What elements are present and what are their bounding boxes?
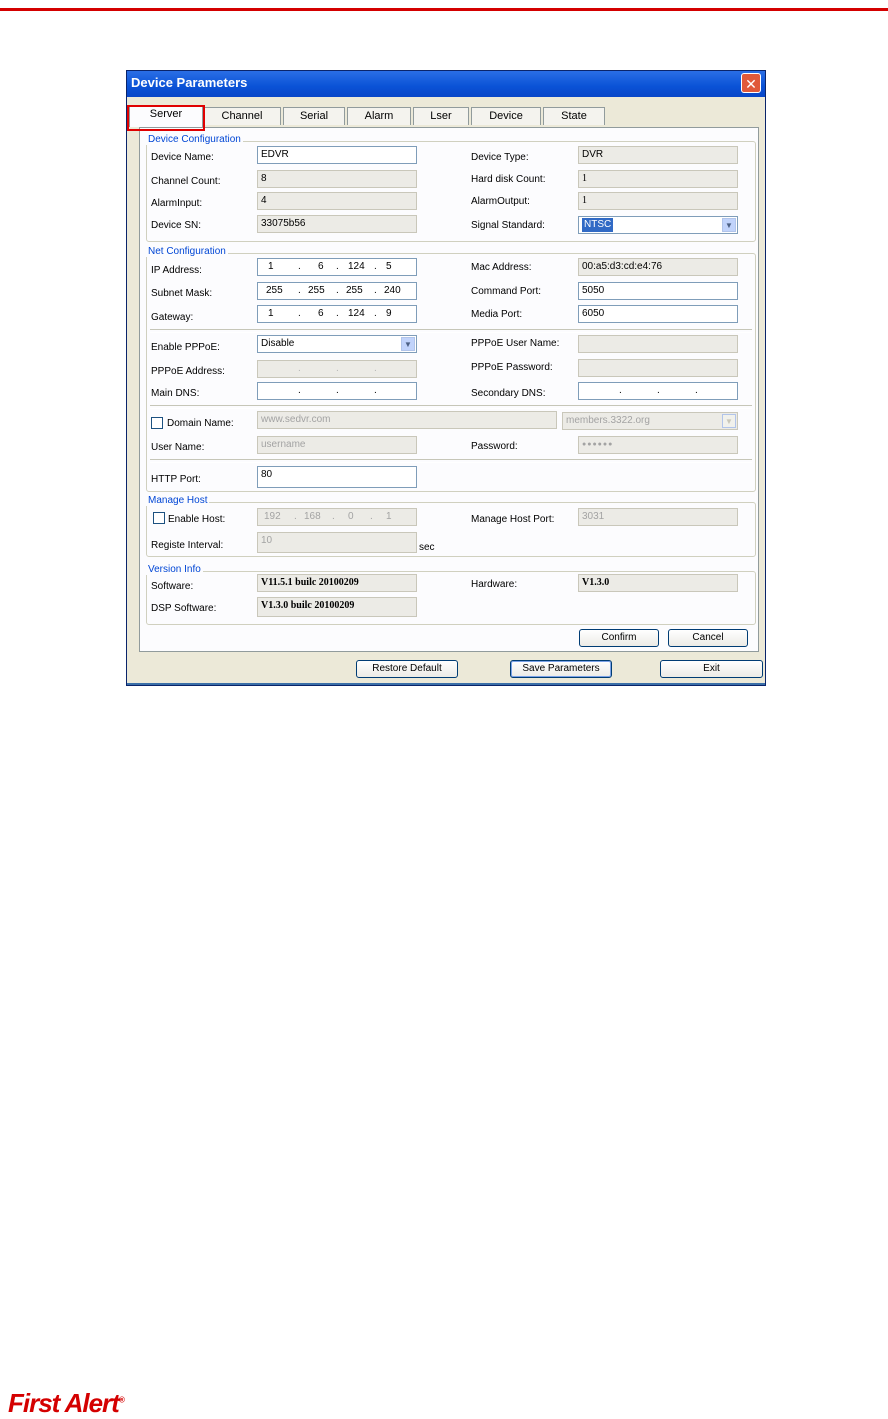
tab-channel[interactable]: Channel (203, 107, 281, 125)
http-port-input[interactable]: 80 (257, 466, 417, 488)
page-top-rule (0, 8, 888, 11)
media-port-label: Media Port: (471, 309, 523, 320)
logo-text: First Alert (8, 1388, 119, 1418)
register-interval-label: Registe Interval: (151, 540, 224, 551)
dsp-software-label: DSP Software: (151, 603, 217, 614)
pppoe-select[interactable] (257, 335, 417, 353)
secondary-dns-input[interactable]: . . . (578, 382, 738, 400)
restore-default-button[interactable]: Restore Default (356, 660, 458, 678)
user-name-label: User Name: (151, 442, 205, 453)
channel-count-field: 8 (257, 170, 417, 188)
chevron-down-icon[interactable]: ▼ (401, 337, 415, 351)
manage-host-port-label: Manage Host Port: (471, 514, 555, 525)
signal-standard-value: NTSC (584, 219, 612, 230)
domain-checkbox[interactable] (151, 417, 163, 429)
register-interval-input[interactable]: 10 (257, 532, 417, 553)
version-info-heading: Version Info (148, 564, 201, 575)
device-name-label: Device Name: (151, 152, 214, 163)
exit-button[interactable]: Exit (660, 660, 763, 678)
gateway-octet: 6 (318, 308, 324, 319)
subnet-octet: 255 (266, 285, 283, 296)
gateway-octet: 9 (386, 308, 392, 319)
manage-host-port-input[interactable]: 3031 (578, 508, 738, 526)
pppoe-password-label: PPPoE Password: (471, 362, 553, 373)
http-port-label: HTTP Port: (151, 474, 201, 485)
user-name-input[interactable]: username (257, 436, 417, 454)
chevron-down-icon[interactable]: ▼ (722, 414, 736, 428)
signal-standard-label: Signal Standard: (471, 220, 545, 231)
cancel-button[interactable]: Cancel (668, 629, 748, 647)
ip-address-input[interactable]: 1 . 6 . 124 . 5 (257, 258, 417, 276)
mac-address-field: 00:a5:d3:cd:e4:76 (578, 258, 738, 276)
media-port-input[interactable]: 6050 (578, 305, 738, 323)
main-dns-label: Main DNS: (151, 388, 200, 399)
enable-pppoe-label: Enable PPPoE: (151, 342, 220, 353)
host-ip-octet: 168 (304, 511, 321, 522)
net-config-heading: Net Configuration (148, 246, 226, 257)
subnet-mask-label: Subnet Mask: (151, 288, 213, 299)
ip-octet: 1 (268, 261, 274, 272)
manage-host-heading: Manage Host (148, 495, 208, 506)
dialog-title: Device Parameters (131, 75, 248, 90)
host-ip-input[interactable]: 192 . 168 . 0 . 1 (257, 508, 417, 526)
interval-unit: sec (419, 542, 435, 553)
taskbar-edge (127, 683, 766, 686)
gateway-label: Gateway: (151, 312, 194, 323)
chevron-down-icon[interactable]: ▼ (722, 218, 736, 232)
host-ip-octet: 1 (386, 511, 392, 522)
host-ip-octet: 0 (348, 511, 354, 522)
ip-address-label: IP Address: (151, 265, 202, 276)
gateway-octet: 124 (348, 308, 365, 319)
hardware-label: Hardware: (471, 579, 518, 590)
alarm-output-label: AlarmOutput: (471, 196, 530, 207)
divider (150, 459, 752, 463)
domain-name-label: Domain Name: (167, 418, 234, 429)
tab-serial[interactable]: Serial (283, 107, 345, 125)
command-port-label: Command Port: (471, 286, 542, 297)
tab-user[interactable]: Lser (413, 107, 469, 125)
device-type-field: DVR (578, 146, 738, 164)
pppoe-password-field (578, 359, 738, 377)
subnet-mask-input[interactable]: 255 . 255 . 255 . 240 (257, 282, 417, 300)
domain-server-value: members.3322.org (566, 415, 650, 426)
close-icon: ✕ (745, 76, 757, 92)
ip-octet: 124 (348, 261, 365, 272)
device-config-heading: Device Configuration (148, 134, 241, 145)
enable-host-checkbox[interactable] (153, 512, 165, 524)
tab-device[interactable]: Device (471, 107, 541, 125)
pppoe-address-field: . . . (257, 360, 417, 378)
device-parameters-dialog (126, 70, 766, 686)
password-input[interactable]: ●●●●●● (578, 436, 738, 454)
device-name-input[interactable]: EDVR (257, 146, 417, 164)
secondary-dns-label: Secondary DNS: (471, 388, 546, 399)
hard-disk-count-label: Hard disk Count: (471, 174, 546, 185)
device-sn-label: Device SN: (151, 220, 202, 231)
dsp-version-field: V1.3.0 builc 20100209 (257, 597, 417, 617)
hardware-version-field: V1.3.0 (578, 574, 738, 592)
signal-standard-select[interactable] (578, 216, 738, 234)
alarm-input-label: AlarmInput: (151, 198, 203, 209)
alarm-output-field: 1 (578, 192, 738, 210)
main-dns-input[interactable]: . . . (257, 382, 417, 400)
registered-mark: ® (118, 1395, 124, 1405)
subnet-octet: 255 (346, 285, 363, 296)
password-label: Password: (471, 441, 518, 452)
software-version-field: V11.5.1 builc 20100209 (257, 574, 417, 592)
device-type-label: Device Type: (471, 152, 529, 163)
ip-octet: 5 (386, 261, 392, 272)
pppoe-value: Disable (261, 338, 295, 349)
host-ip-octet: 192 (264, 511, 281, 522)
ip-octet: 6 (318, 261, 324, 272)
tab-highlight-box (127, 105, 205, 131)
first-alert-logo (8, 1388, 124, 1419)
divider (150, 329, 752, 333)
subnet-octet: 240 (384, 285, 401, 296)
alarm-input-field: 4 (257, 192, 417, 210)
save-parameters-button[interactable]: Save Parameters (510, 660, 612, 678)
pppoe-address-label: PPPoE Address: (151, 366, 225, 377)
mac-address-label: Mac Address: (471, 262, 532, 273)
software-label: Software: (151, 581, 194, 592)
hard-disk-count-field: 1 (578, 170, 738, 188)
channel-count-label: Channel Count: (151, 176, 221, 187)
tab-alarm[interactable]: Alarm (347, 107, 411, 125)
domain-server-select[interactable] (562, 412, 738, 430)
server-tab-panel (139, 127, 759, 652)
pppoe-user-field (578, 335, 738, 353)
pppoe-user-label: PPPoE User Name: (471, 338, 560, 349)
enable-host-label: Enable Host: (168, 514, 226, 525)
device-sn-field: 33075b56 (257, 215, 417, 233)
gateway-input[interactable]: 1 . 6 . 124 . 9 (257, 305, 417, 323)
title-bar[interactable] (127, 71, 765, 97)
command-port-input[interactable]: 5050 (578, 282, 738, 300)
tab-state[interactable]: State (543, 107, 605, 125)
confirm-button[interactable]: Confirm (579, 629, 659, 647)
divider (150, 405, 752, 409)
close-button[interactable] (741, 73, 761, 93)
subnet-octet: 255 (308, 285, 325, 296)
gateway-octet: 1 (268, 308, 274, 319)
tab-server[interactable]: Server (129, 105, 203, 127)
domain-name-input[interactable]: www.sedvr.com (257, 411, 557, 429)
